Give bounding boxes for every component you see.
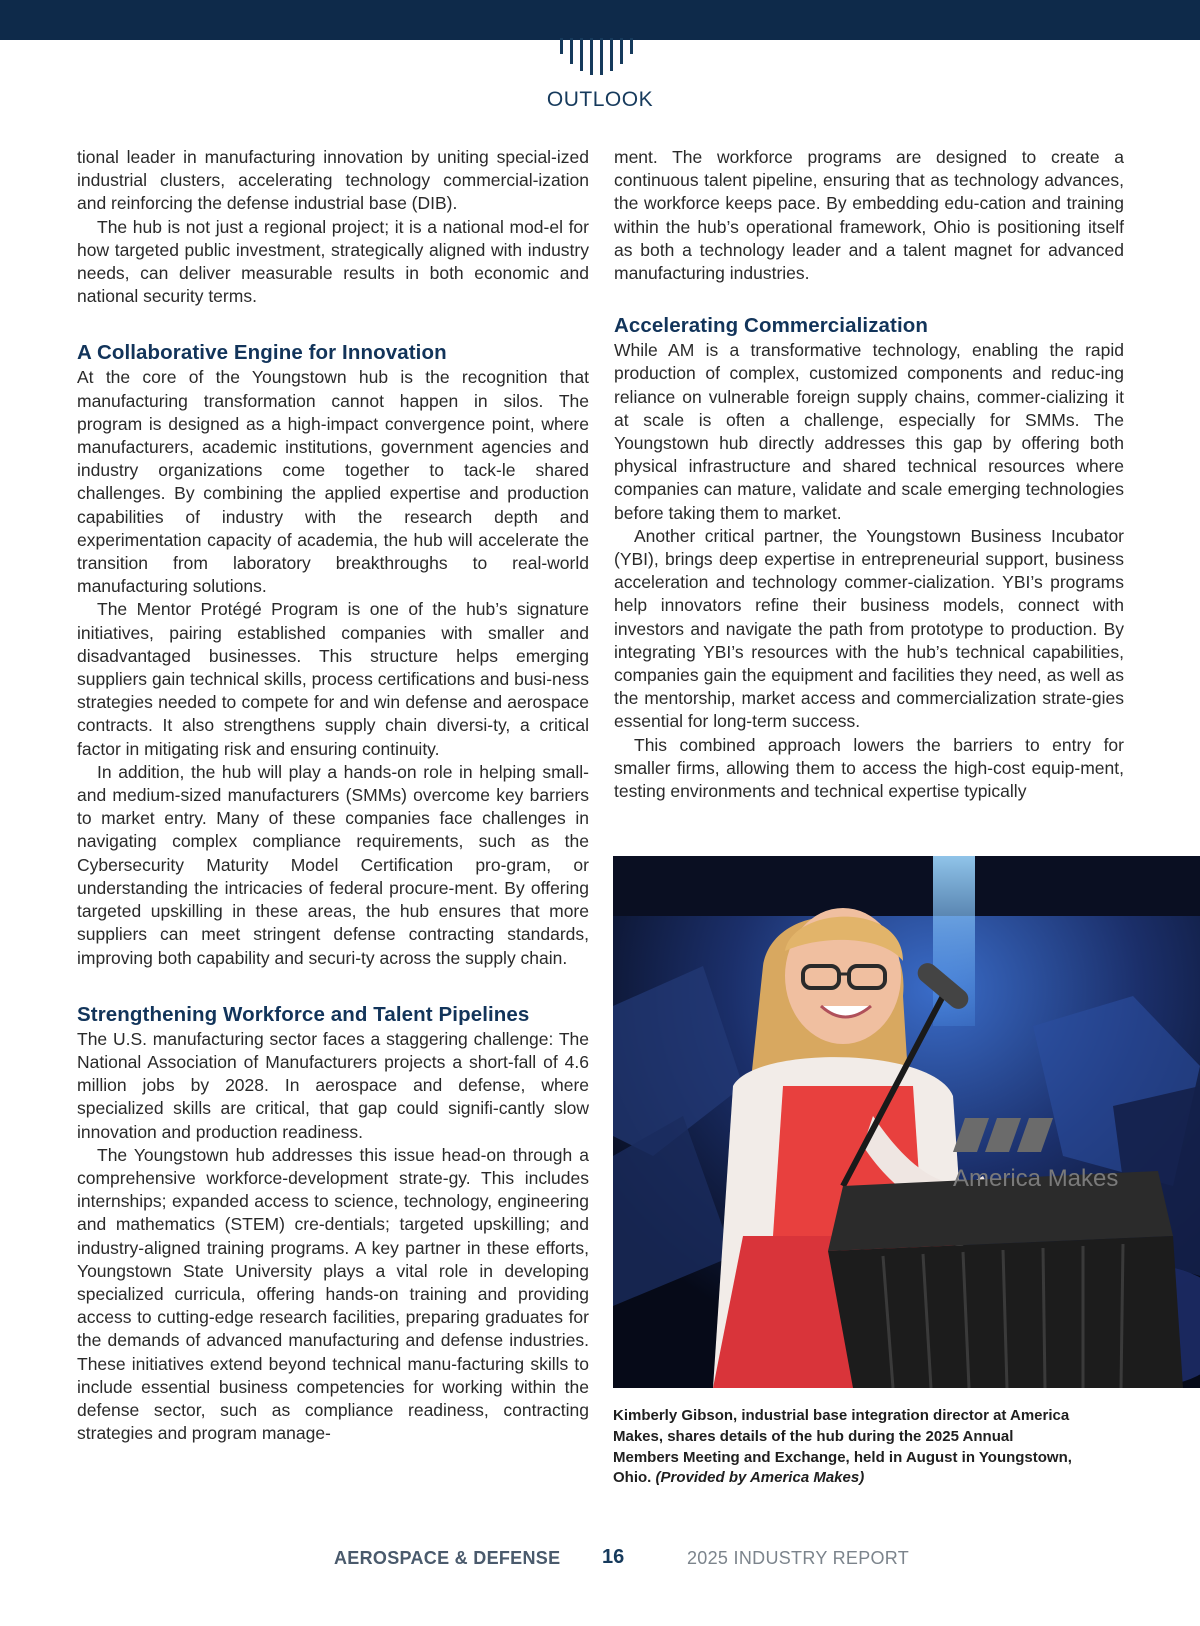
- paragraph: While AM is a transformative technology, enabling the rapid production of complex, customized components and reduc-ing reliance on vulnerable foreign supply chains, commer-cializing it at scale is often a challenge, especially for SMMs. The Youngstown hub directly addresses this gap by offering both physical infrastructure and shared technical resources where companies can mature, validate and scale emerging technologies before taking them to market.: [614, 340, 1124, 523]
- footer-report: 2025 INDUSTRY REPORT: [687, 1548, 910, 1568]
- paragraph: The U.S. manufacturing sector faces a staggering challenge: The National Association of Manufacturers projects a short-fall of 4.6 million jobs by 2028. In aerospace and defense, where specialized skills are critical, that gap could signifi-cantly slow innovation and production readiness.: [77, 1028, 589, 1142]
- caption-text: Kimberly Gibson, industrial base integration director at America Makes, shares details of the hub during the 2025 Annual Members Meeting and Exchange, held in August in Youngstown, Ohio.: [613, 1407, 1072, 1487]
- photo-caption: [613, 1406, 1083, 1489]
- paragraph: This combined approach lowers the barriers to entry for smaller firms, allowing them to access the high-cost equip-ment, testing environments and technical expertise typically: [614, 734, 1124, 802]
- podium-logo-text: America Makes: [953, 1165, 1119, 1192]
- paragraph: The Mentor Protégé Program is one of the hub’s signature initiatives, pairing established companies with smaller and disadvantaged businesses. This structure helps emerging suppliers gain technical skills, process certifications and busi-ness strategies needed to compete for and win defense and aerospace contracts. It also strengthens supply chain diversi-ty, a critical factor in mitigating risk and ensuring continuity.: [77, 599, 589, 759]
- caption-credit: (Provided by America Makes): [655, 1469, 865, 1487]
- paragraph: Another critical partner, the Youngstown Business Incubator (YBI), brings deep expertise in entrepreneurial support, business acceleration and technology commer-cialization. YBI’s programs help innovators refine their business models, connect with investors and navigate the path from prototype to production. By integrating YBI’s resources with the hub’s technical capabilities, companies gain the equipment and facilities they need, as well as the mentorship, market access and commercialization strate-gies essential for long-term success.: [614, 525, 1124, 732]
- section-heading: Accelerating Commercialization: [614, 314, 929, 338]
- bar-lines-icon: [556, 38, 642, 78]
- page-footer: [0, 1548, 1200, 1572]
- paragraph: The hub is not just a regional project; it is a national mod-el for how targeted public investment, strategically aligned with industry needs, can deliver measurable results in both economic and national security terms.: [77, 216, 589, 307]
- footer-publication: AEROSPACE & DEFENSE: [334, 1548, 561, 1568]
- paragraph: tional leader in manufacturing innovation by uniting special-ized industrial clusters, accelerating technology commercial-ization and reinforcing the defense industrial base (DIB).: [77, 147, 589, 214]
- speaker-photo-illustration: [613, 856, 1200, 1388]
- left-column: [77, 146, 589, 1445]
- paragraph: In addition, the hub will play a hands-on role in helping small- and medium-sized manufacturers (SMMs) overcome key barriers to market entry. Many of these companies face challenges in navigating complex compliance requirements, such as the Cybersecurity Maturity Model Certification pro-gram, or understanding the intricacies of federal procure-ment. By offering targeted upskilling in these areas, the hub ensures that more suppliers can meet stringent defense contracting standards, improving both capability and securi-ty across the supply chain.: [77, 761, 589, 968]
- section-heading: A Collaborative Engine for Innovation: [77, 341, 447, 365]
- top-bar: [0, 0, 1200, 40]
- right-column: [614, 146, 1124, 803]
- paragraph: At the core of the Youngstown hub is the recognition that manufacturing transformation cannot happen in silos. The program is designed as a high-impact convergence point, where manufacturers, academic institutions, government agencies and industry organizations come together to tack-le shared challenges. By combining the applied expertise and production capabilities of industry with the research depth and experimentation capacity of academia, the hub will accelerate the transition from laboratory breakthroughs to real-world manufacturing solutions.: [77, 367, 589, 597]
- speaker-photo: [613, 856, 1200, 1388]
- page-number: 16: [602, 1546, 625, 1568]
- section-heading: Strengthening Workforce and Talent Pipelines: [77, 1002, 530, 1026]
- paragraph: ment. The workforce programs are designed to create a continuous talent pipeline, ensuring that as technology advances, the workforce keeps pace. By embedding edu-cation and training within the hub’s operational framework, Ohio is positioning itself as both a technology leader and a talent magnet for advanced manufacturing industries.: [614, 147, 1124, 284]
- section-label: OUTLOOK: [546, 88, 654, 111]
- paragraph: The Youngstown hub addresses this issue head-on through a comprehensive workforce-development strate-gy. This includes internships; expanded access to science, technology, engineering and mathematics (STEM) cre-dentials; targeted upskilling; and industry-aligned training programs. A key partner in these efforts, Youngstown State University plays a vital role in developing specialized curricula, offering hands-on training and providing access to cutting-edge research facilities, preparing graduates for the demands of advanced manufacturing and defense industries. These initiatives extend beyond technical manu-facturing skills to include essential business competencies for working within the defense sector, such as compliance readiness, contracting strategies and program manage-: [77, 1144, 589, 1444]
